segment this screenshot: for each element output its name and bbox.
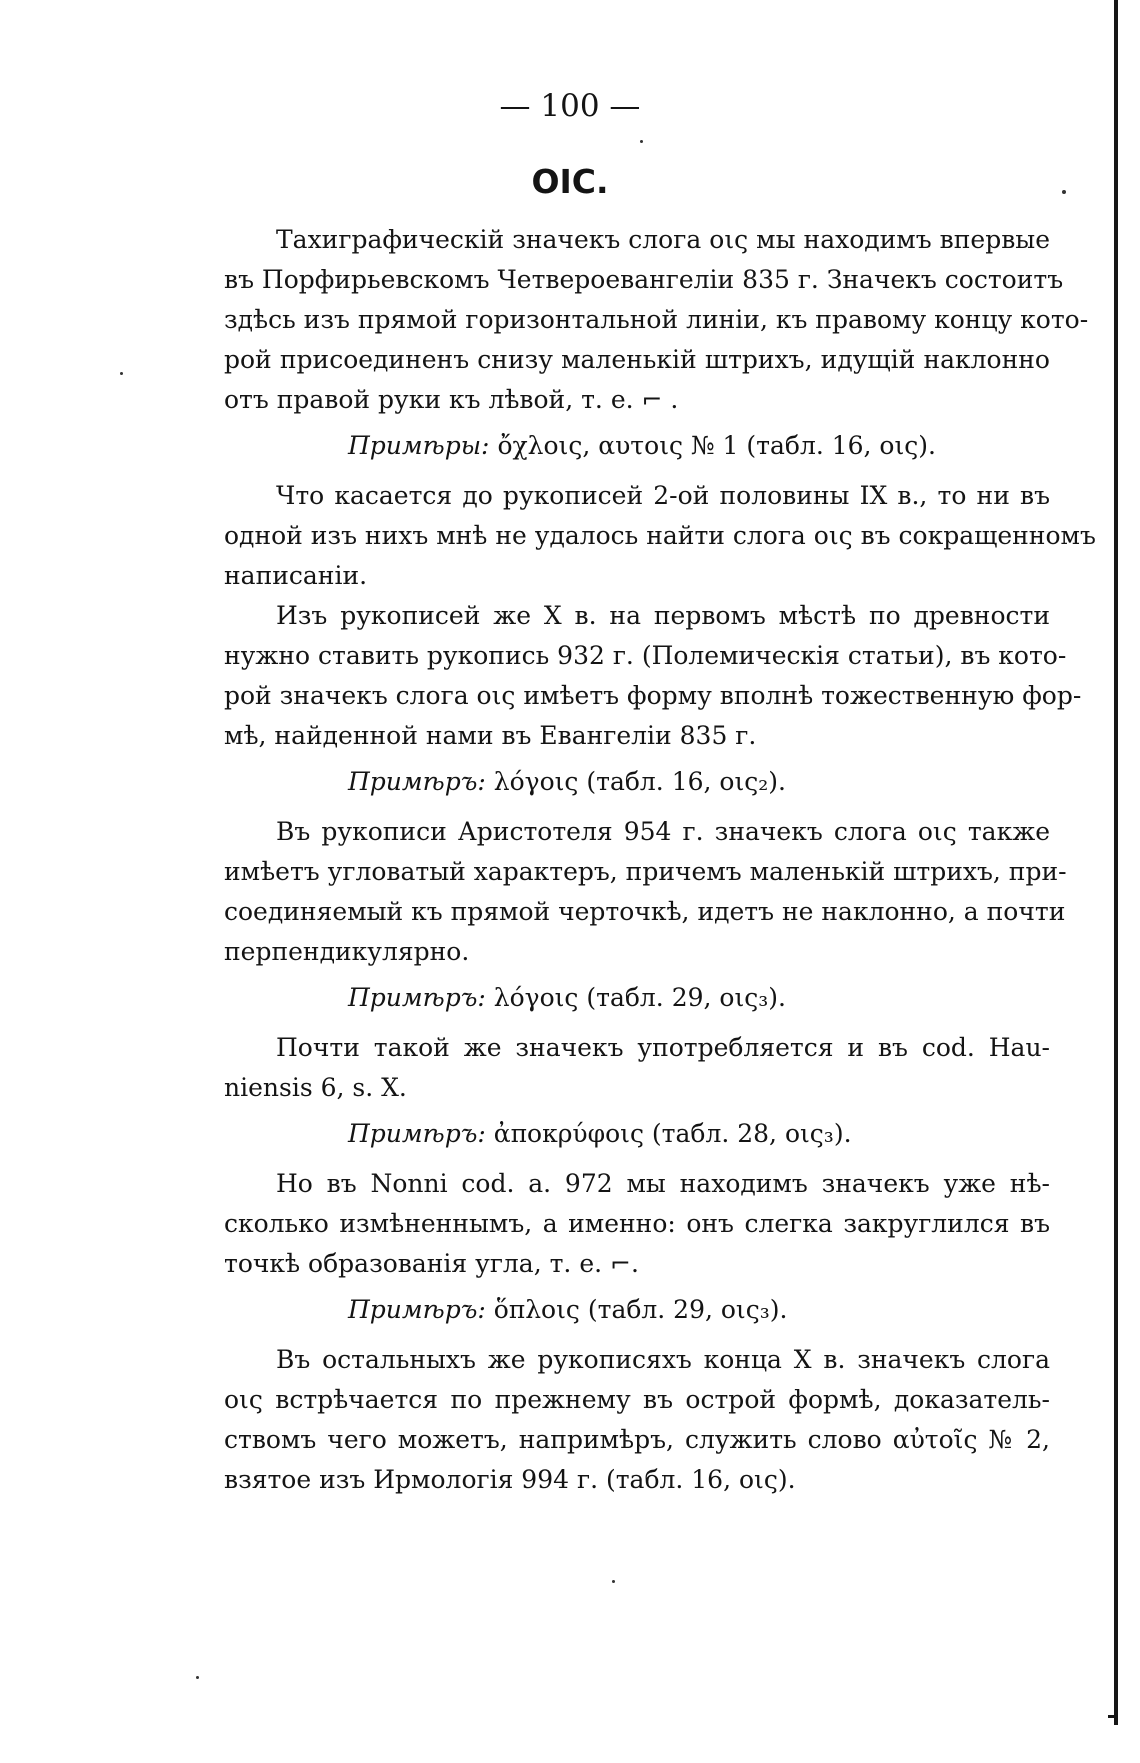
paragraph: [224, 220, 1089, 420]
text-line: niensis 6, s. X.: [224, 1073, 407, 1102]
text-line: соединяемый къ прямой черточкѣ, идетъ не наклонно, а почти: [224, 897, 1066, 926]
example-line: [224, 1290, 1050, 1330]
text-line: рой значекъ слога οις имѣетъ форму вполнѣ тожественную фор-: [224, 681, 1082, 710]
text-line: οις встрѣчается по прежнему въ острой формѣ, доказатель-: [224, 1385, 1050, 1414]
paragraph: [224, 476, 1096, 596]
example-text: ἀποκρύφοις (табл. 28, οις₃).: [493, 1119, 852, 1148]
text-line: мѣ, найденной нами въ Евангеліи 835 г.: [224, 721, 757, 750]
text-line: Что касается до рукописей 2-ой половины IX в., то ни въ: [276, 481, 1050, 510]
section-heading: OIC.: [531, 162, 609, 201]
example-line: [224, 978, 1050, 1018]
example-label: Примѣръ:: [348, 983, 486, 1012]
example-text: ὄχλοις, αυτοις № 1 (табл. 16, οις).: [497, 431, 936, 460]
scan-speck: [640, 140, 643, 143]
text-line: Почти такой же значекъ употребляется и въ cod. Hau-: [276, 1033, 1050, 1062]
example-line: [224, 426, 1050, 466]
paragraph: [224, 1340, 1050, 1500]
text-line: написаніи.: [224, 561, 368, 590]
text-line: одной изъ нихъ мнѣ не удалось найти слога οις въ сокращенномъ: [224, 521, 1096, 550]
text-line: рой присоединенъ снизу маленькій штрихъ, идущій наклонно: [224, 345, 1050, 374]
text-line: ствомъ чего можетъ, напримѣръ, служить слово αὐτοῖς № 2,: [224, 1425, 1050, 1454]
paragraph: [224, 1028, 1050, 1108]
example-label: Примѣръ:: [348, 767, 486, 796]
text-line: Въ остальныхъ же рукописяхъ конца X в. значекъ слога: [276, 1345, 1050, 1374]
body-text: [224, 220, 1096, 1500]
example-label: Примѣръ:: [348, 1119, 486, 1148]
example-text: λόγοις (табл. 16, οις₂).: [493, 767, 786, 796]
text-line: имѣетъ угловатый характеръ, причемъ маленькій штрихъ, при-: [224, 857, 1067, 886]
example-label: Примѣры:: [348, 431, 490, 460]
example-label: Примѣръ:: [348, 1295, 486, 1324]
text-line: въ Порфирьевскомъ Четвероевангеліи 835 г. Значекъ состоитъ: [224, 265, 1064, 294]
example-line: [224, 1114, 1050, 1154]
text-line: отъ правой руки къ лѣвой, т. е. ⌐ .: [224, 385, 679, 414]
text-line: Изъ рукописей же X в. на первомъ мѣстѣ по древности: [276, 601, 1050, 630]
example-line: [224, 762, 1050, 802]
page-edge-rule: [1114, 0, 1118, 1725]
text-line: точкѣ образованія угла, т. е. ⌐.: [224, 1249, 639, 1278]
text-line: взятое изъ Ирмологія 994 г. (табл. 16, οις).: [224, 1465, 796, 1494]
page-number: — 100 —: [499, 88, 641, 124]
text-line: нужно ставить рукопись 932 г. (Полемическія статьи), въ кото-: [224, 641, 1067, 670]
text-line: Тахиграфическій значекъ слога οις мы находимъ впервые: [276, 225, 1050, 254]
scan-speck: [196, 1676, 199, 1679]
scan-speck: [612, 1580, 615, 1583]
text-line: здѣсь изъ прямой горизонтальной линіи, къ правому концу кото-: [224, 305, 1089, 334]
paragraph: [224, 596, 1082, 756]
page-edge-tick: [1108, 1715, 1118, 1718]
paragraph: [224, 1164, 1050, 1284]
text-line: Но въ Nonni cod. a. 972 мы находимъ значекъ уже нѣ-: [276, 1169, 1050, 1198]
text-line: сколько измѣненнымъ, а именно: онъ слегка закруглился въ: [224, 1209, 1050, 1238]
scan-speck: [120, 372, 123, 375]
example-text: ὅπλοις (табл. 29, οις₃).: [493, 1295, 788, 1324]
text-line: Въ рукописи Аристотеля 954 г. значекъ слога οις также: [276, 817, 1050, 846]
paragraph: [224, 812, 1067, 972]
example-text: λόγοις (табл. 29, οις₃).: [493, 983, 786, 1012]
text-line: перпендикулярно.: [224, 937, 470, 966]
